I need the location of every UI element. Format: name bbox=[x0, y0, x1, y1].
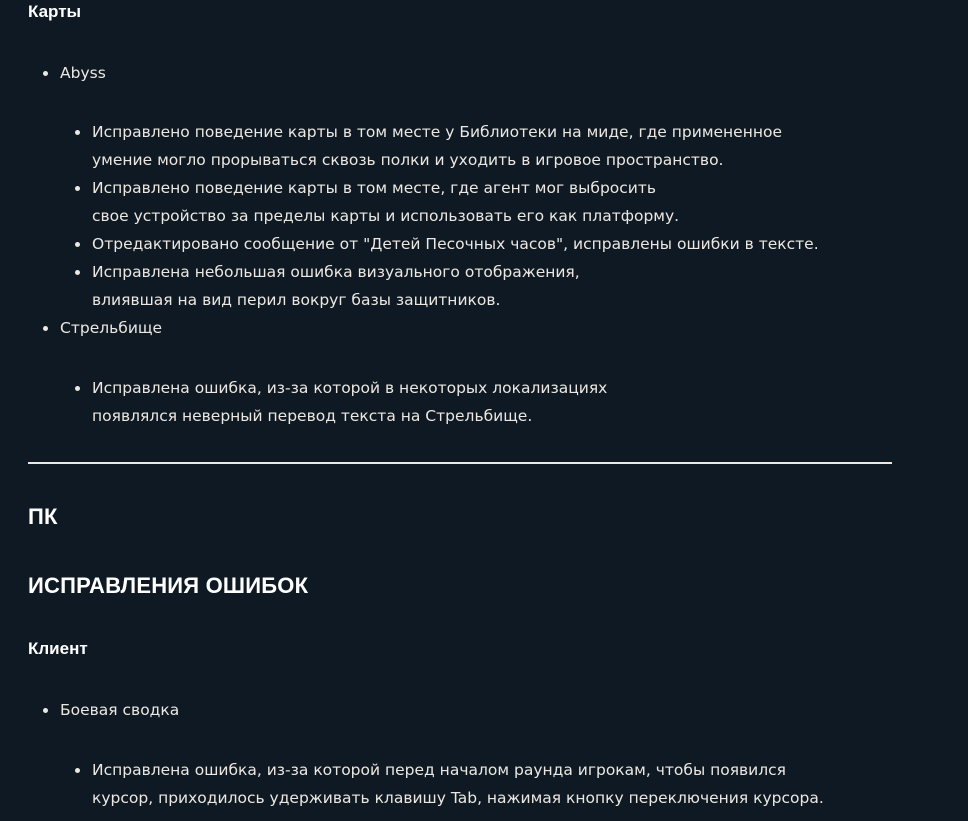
list-item-text: Исправлена небольшая ошибка визуального отображения, bbox=[92, 263, 580, 281]
list-item-text: Отредактировано сообщение от "Детей Песочных часов", исправлены ошибки в тексте. bbox=[92, 235, 819, 253]
list-item-text: свое устройство за пределы карты и использовать его как платформу. bbox=[92, 207, 680, 225]
client-heading: Клиент bbox=[28, 639, 88, 658]
list-item-label: Стрельбище bbox=[60, 319, 163, 337]
list-item-combat-report bbox=[60, 700, 179, 720]
list-item-abyss bbox=[60, 63, 106, 83]
maps-heading: Карты bbox=[28, 2, 82, 21]
bullet-icon bbox=[75, 242, 80, 247]
list-item-text: Исправлено поведение карты в том месте, где агент мог выбросить bbox=[92, 179, 657, 197]
list-item bbox=[92, 174, 852, 230]
list-item-text: умение могло прорываться сквозь полки и уходить в игровое пространство. bbox=[92, 151, 724, 169]
list-item-text: курсор, приходилось удерживать клавишу Tab, нажимая кнопку переключения курсора. bbox=[92, 789, 824, 807]
list-item-text: появлялся неверный перевод текста на Стрельбище. bbox=[92, 407, 533, 425]
bullet-icon bbox=[75, 386, 80, 391]
list-item-text: Исправлено поведение карты в том месте у Библиотеки на миде, где примененное bbox=[92, 123, 782, 141]
bullet-icon bbox=[43, 708, 48, 713]
list-item-text: Исправлена ошибка, из-за которой в некоторых локализациях bbox=[92, 379, 608, 397]
bullet-icon bbox=[75, 768, 80, 773]
list-item bbox=[92, 258, 852, 314]
list-item bbox=[92, 374, 852, 430]
list-item-label: Abyss bbox=[60, 64, 106, 82]
pc-heading: ПК bbox=[28, 504, 58, 529]
list-item-text: влиявшая на вид перил вокруг базы защитников. bbox=[92, 291, 501, 309]
bullet-icon bbox=[75, 270, 80, 275]
section-divider bbox=[28, 462, 892, 464]
bullet-icon bbox=[43, 326, 48, 331]
list-item-label: Боевая сводка bbox=[60, 701, 180, 719]
list-item bbox=[92, 756, 852, 812]
bullet-icon bbox=[75, 186, 80, 191]
bullet-icon bbox=[75, 130, 80, 135]
bullet-icon bbox=[43, 71, 48, 76]
list-item bbox=[92, 230, 852, 258]
bugfix-heading: ИСПРАВЛЕНИЯ ОШИБОК bbox=[28, 573, 309, 598]
list-item bbox=[92, 118, 852, 174]
list-item-text: Исправлена ошибка, из-за которой перед началом раунда игрокам, чтобы появился bbox=[92, 761, 787, 779]
list-item-range bbox=[60, 318, 162, 338]
